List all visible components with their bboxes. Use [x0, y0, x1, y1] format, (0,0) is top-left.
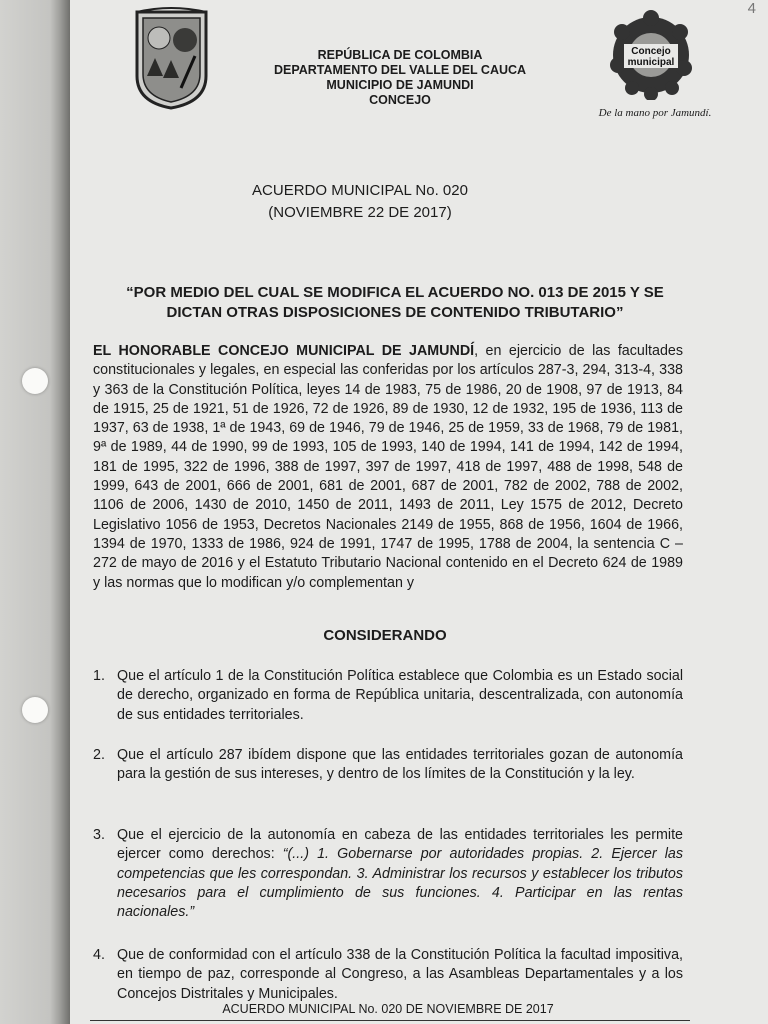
item-text: Que el artículo 1 de la Constitución Política establece que Colombia es un Estado social de derecho, organizado en forma de República unitaria, descentralizada, con autonomía de sus entidades territoriales.	[117, 668, 683, 723]
header-line: DEPARTAMENTO DEL VALLE DEL CAUCA	[273, 63, 527, 77]
list-item	[93, 746, 683, 785]
acuerdo-heading	[150, 180, 570, 224]
logo-text: municipal	[627, 57, 675, 68]
logo-text: Concejo	[631, 46, 671, 57]
acuerdo-number: ACUERDO MUNICIPAL No. 020	[252, 182, 468, 199]
item-number: 1.	[93, 668, 105, 684]
acuerdo-date: (NOVIEMBRE 22 DE 2017)	[268, 204, 452, 221]
intro-bold: EL HONORABLE CONCEJO MUNICIPAL DE JAMUNDÍ	[93, 343, 475, 359]
concejo-municipal-logo-icon	[610, 10, 692, 100]
document-header	[260, 48, 540, 108]
page-number: 4	[747, 0, 756, 17]
logo-motto: De la mano por Jamundí.	[598, 107, 712, 119]
jamundi-coat-of-arms-icon	[133, 6, 210, 110]
document-title: “POR MEDIO DEL CUAL SE MODIFICA EL ACUERDO NO. 013 DE 2015 Y SE DICTAN OTRAS DISPOSICIONES DE CONTENIDO TRIBUTARIO”	[126, 284, 664, 321]
item-text: Que de conformidad con el artículo 338 de la Constitución Política la facultad impositiva, en tiempo de paz, corresponde al Congreso, a las Asambleas Departamentales y a los Concejos Distritales y Municipales.	[117, 947, 683, 1002]
header-line: MUNICIPIO DE JAMUNDI	[326, 78, 474, 92]
item-quote: “(...) 1. Gobernarse por autoridades propias. 2. Ejercer las competencias que les correspondan. 3. Administrar los recursos y establecer los tributos necesarios para el cumplimiento de sus funciones. 4. Participar en las rentas nacionales.”	[117, 846, 683, 921]
list-item	[93, 667, 683, 725]
footer-divider	[90, 1020, 690, 1021]
item-number: 3.	[93, 827, 105, 843]
considerando-heading: CONSIDERANDO	[323, 627, 447, 644]
item-number: 4.	[93, 947, 105, 963]
intro-paragraph	[93, 342, 683, 593]
punch-hole	[22, 368, 48, 394]
page-footer: ACUERDO MUNICIPAL No. 020 DE NOVIEMBRE DE 2017	[222, 1002, 554, 1016]
header-line: CONCEJO	[369, 93, 431, 107]
binding-edge	[0, 0, 70, 1024]
header-line: REPÚBLICA DE COLOMBIA	[317, 48, 483, 62]
list-item	[93, 826, 683, 922]
item-text: Que el ejercicio de la autonomía en cabeza de las entidades territoriales les permite ejercer como derechos:	[117, 827, 683, 863]
list-item	[93, 946, 683, 1004]
item-number: 2.	[93, 747, 105, 763]
intro-text: , en ejercicio de las facultades constitucionales y legales, en especial las conferidas por los artículos 287-3, 294, 313-4, 338 y 363 de la Constitución Política, leyes 14 de 1983, 75 de 1986, 20 de 1908, 97 de 1913, 84 de 1915, 25 de 1921, 51 de 1926, 72 de 1926, 89 de 1930, 12 de 1932, 195 de 1936, 113 de 1937, 63 de 1938, 1ª de 1943, 69 de 1946, 79 de 1946, 25 de 1959, 33 de 1968, 79 de 1981, 9ª de 1989, 44 de 1990, 99 de 1993, 105 de 1993, 140 de 1994, 141 de 1994, 142 de 1994, 181 de 1995, 322 de 1996, 388 de 1997, 397 de 1997, 418 de 1997, 488 de 1998, 548 de 1999, 643 de 2001, 666 de 2001, 681 de 2001, 687 de 2001, 782 de 2002, 788 de 2002, 1106 de 2006, 1430 de 2010, 1450 de 2011, 1493 de 2011, Ley 1575 de 2012, Decreto Legislativo 1056 de 1953, Decretos Nacionales 2149 de 1955, 868 de 1956, 1604 de 1966, 1394 de 1970, 1333 de 1986, 924 de 1991, 1747 de 1995, 1788 de 2004, la sentencia C – 272 de mayo de 2016 y el Estatuto Tributario Nacional contenido en el Decreto 624 de 1989 y las normas que lo modifican y/o complementan y	[93, 343, 683, 591]
item-text: Que el artículo 287 ibídem dispone que las entidades territoriales gozan de autonomía para la gestión de sus intereses, y dentro de los límites de la Constitución y la ley.	[117, 747, 683, 783]
punch-hole	[22, 697, 48, 723]
